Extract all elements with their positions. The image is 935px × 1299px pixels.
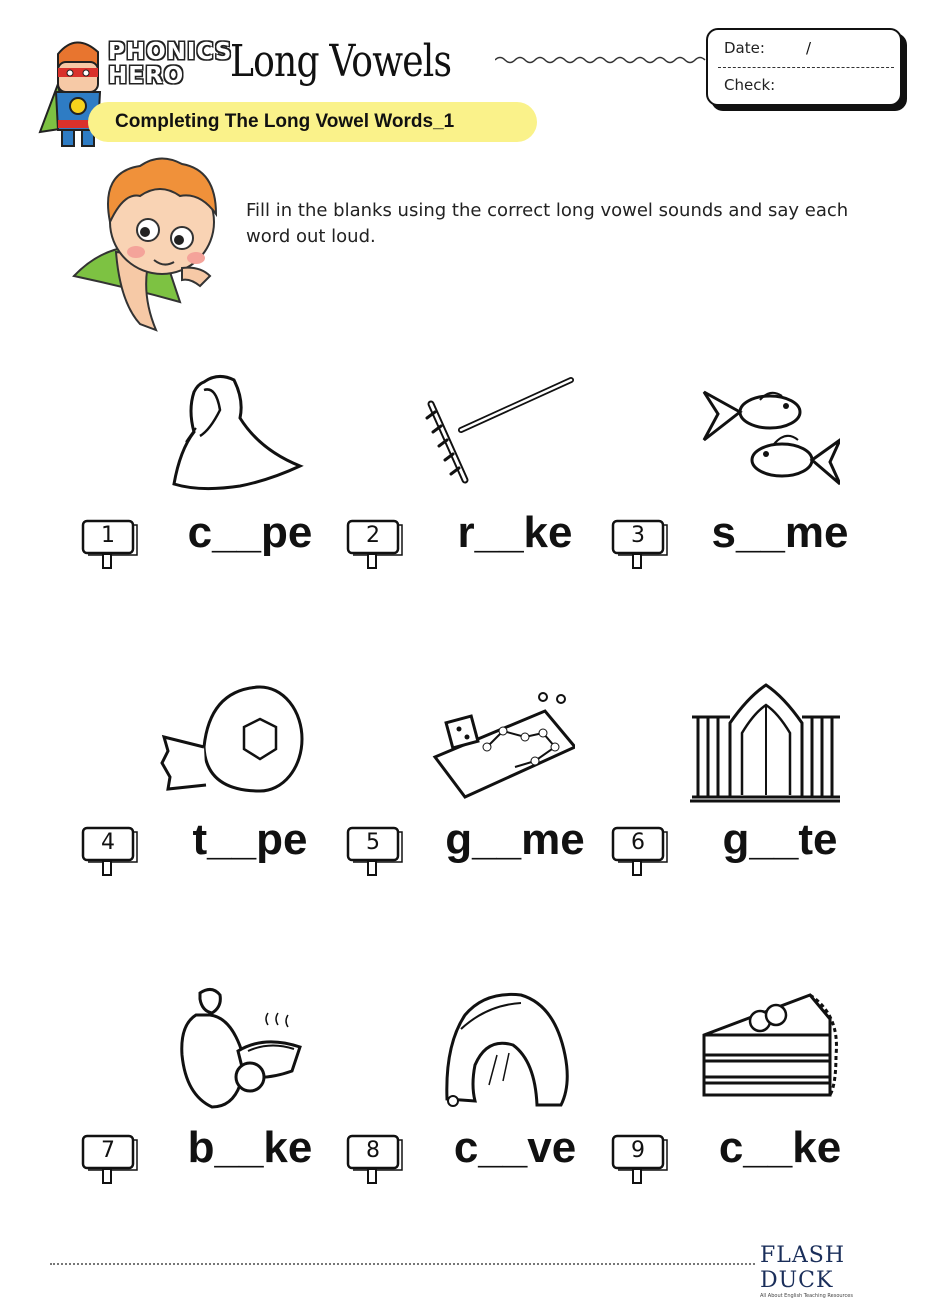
word-item-6 bbox=[610, 677, 870, 887]
brand-line-1: PHONICS bbox=[108, 39, 233, 65]
item-number: 3 bbox=[631, 523, 645, 548]
word-item-3 bbox=[610, 370, 870, 580]
word-item-8 bbox=[345, 985, 605, 1195]
word-blank: c__ke bbox=[718, 1123, 842, 1172]
footer-divider bbox=[50, 1263, 755, 1265]
phonics-hero-logo bbox=[108, 39, 233, 92]
item-number: 7 bbox=[101, 1138, 115, 1163]
gate-icon bbox=[690, 677, 840, 807]
word-item-7 bbox=[80, 985, 340, 1195]
word-blank: t__pe bbox=[192, 815, 308, 864]
brand-line-2: HERO bbox=[108, 63, 185, 89]
baker-icon bbox=[160, 985, 310, 1115]
item-number: 5 bbox=[366, 830, 380, 855]
page-title: Long Vowels bbox=[230, 36, 452, 87]
word-item-1 bbox=[80, 370, 340, 580]
cake-icon bbox=[690, 985, 840, 1115]
footer-brand: FLASH DUCK bbox=[760, 1243, 846, 1293]
word-item-5 bbox=[345, 677, 605, 887]
word-blank: c__pe bbox=[187, 508, 313, 557]
item-number: 1 bbox=[101, 523, 115, 548]
word-item-9 bbox=[610, 985, 870, 1195]
subtitle: Completing The Long Vowel Words_1 bbox=[115, 111, 455, 132]
instructions: Fill in the blanks using the correct long vowel sounds and say each word out loud. bbox=[246, 200, 849, 247]
check-label: Check: bbox=[724, 76, 776, 94]
fish-icon bbox=[690, 370, 840, 500]
boy-illustration-icon bbox=[70, 152, 230, 337]
cape-icon bbox=[160, 370, 310, 500]
tape-icon bbox=[160, 677, 310, 807]
cave-icon bbox=[425, 985, 575, 1115]
date-check-box bbox=[706, 28, 902, 106]
box-divider bbox=[718, 67, 894, 68]
word-blank: g__me bbox=[445, 815, 585, 864]
word-blank: c__ve bbox=[453, 1123, 577, 1172]
item-number: 6 bbox=[631, 830, 645, 855]
word-blank: r__ke bbox=[457, 508, 573, 557]
item-number: 4 bbox=[101, 830, 115, 855]
footer-tagline: All About English Teaching Resources bbox=[760, 1293, 853, 1299]
wavy-divider bbox=[495, 52, 710, 68]
word-blank: g__te bbox=[722, 815, 838, 864]
word-item-2 bbox=[345, 370, 605, 580]
item-number: 9 bbox=[631, 1138, 645, 1163]
board-game-icon bbox=[425, 677, 575, 807]
item-number: 8 bbox=[366, 1138, 380, 1163]
flash-duck-logo bbox=[760, 1243, 905, 1299]
rake-icon bbox=[425, 370, 575, 500]
date-slash: / bbox=[806, 39, 812, 57]
item-number: 2 bbox=[366, 523, 380, 548]
word-blank: b__ke bbox=[187, 1123, 313, 1172]
word-blank: s__me bbox=[711, 508, 849, 557]
date-label: Date: bbox=[724, 39, 765, 57]
word-item-4 bbox=[80, 677, 340, 887]
